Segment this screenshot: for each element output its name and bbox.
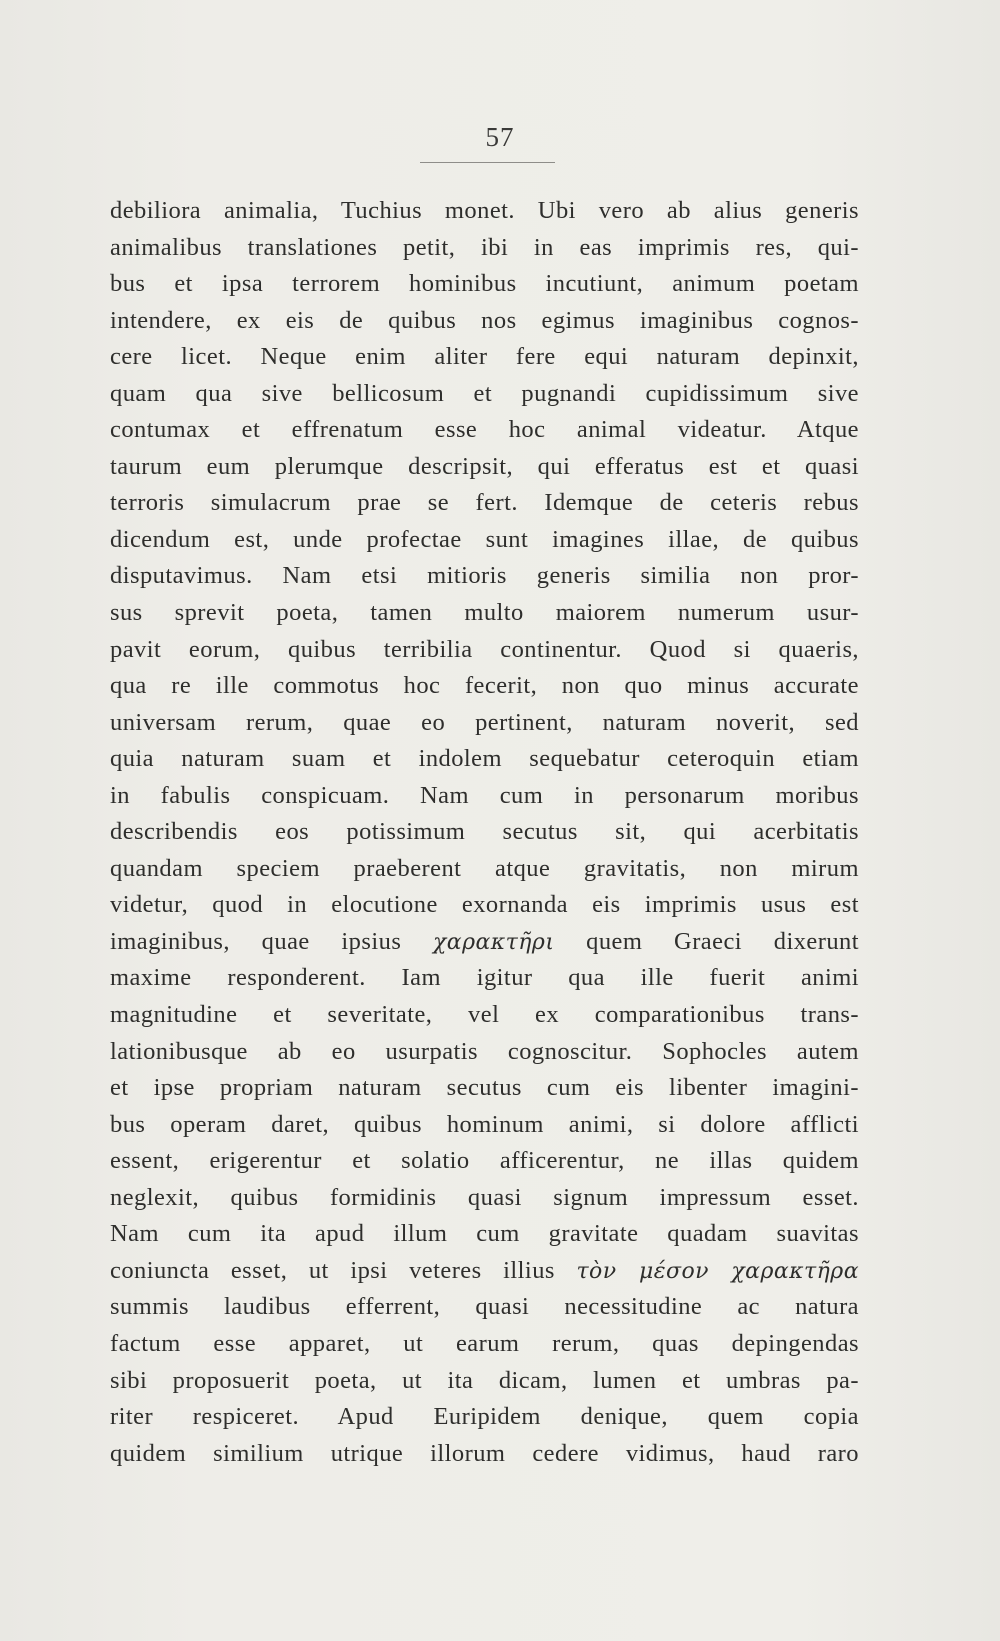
- text-line: quidem similium utrique illorum cedere vidimus, haud raro: [110, 1439, 859, 1467]
- text-segment: imaginibus, quae ipsius: [110, 927, 434, 955]
- text-line: describendis eos potissimum secutus sit, qui acerbitatis: [110, 818, 859, 846]
- body-text: [110, 193, 859, 1472]
- text-line: intendere, ex eis de quibus nos egimus imaginibus cognos-: [110, 306, 859, 334]
- text-line: qua re ille commotus hoc fecerit, non quo minus accurate: [110, 672, 859, 700]
- greek-phrase: τὸν μέσον χαρακτῆρα: [576, 1258, 859, 1284]
- text-line: contumax et effrenatum esse hoc animal videatur. Atque: [110, 416, 859, 444]
- text-line: debiliora animalia, Tuchius monet. Ubi vero ab alius generis: [110, 197, 859, 224]
- text-line: bus et ipsa terrorem hominibus incutiunt, animum poetam: [110, 270, 859, 298]
- text-line: riter respiceret. Apud Euripidem denique, quem copia: [110, 1403, 859, 1431]
- text-line: dicendum est, unde profectae sunt imagines illae, de quibus: [110, 525, 859, 553]
- text-line: magnitudine et severitate, vel ex comparationibus trans-: [110, 1001, 859, 1029]
- greek-phrase: χαρακτῆρι: [433, 929, 555, 955]
- text-line: videtur, quod in elocutione exornanda eis imprimis usus est: [110, 891, 859, 919]
- text-line: taurum eum plerumque descripsit, qui efferatus est et quasi: [110, 452, 859, 480]
- text-line: [110, 924, 859, 961]
- text-segment: coniuncta esset, ut ipsi veteres illius: [110, 1256, 577, 1284]
- text-line: summis laudibus efferrent, quasi necessitudine ac natura: [110, 1293, 859, 1321]
- text-line: factum esse apparet, ut earum rerum, quas depingendas: [110, 1329, 859, 1357]
- text-line: bus operam daret, quibus hominum animi, si dolore afflicti: [110, 1110, 859, 1138]
- text-line: universam rerum, quae eo pertinent, naturam noverit, sed: [110, 708, 859, 736]
- text-line: Nam cum ita apud illum cum gravitate quadam suavitas: [110, 1220, 859, 1248]
- text-line: quia naturam suam et indolem sequebatur ceteroquin etiam: [110, 745, 859, 773]
- text-line: essent, erigerentur et solatio afficerentur, ne illas quidem: [110, 1147, 859, 1175]
- page-number: 57: [485, 122, 515, 152]
- text-line: [110, 1253, 859, 1290]
- text-line: neglexit, quibus formidinis quasi signum impressum esset.: [110, 1183, 859, 1211]
- text-line: cere licet. Neque enim aliter fere equi naturam depinxit,: [110, 343, 859, 371]
- text-line: quam qua sive bellicosum et pugnandi cupidissimum sive: [110, 379, 859, 407]
- text-line: sibi proposuerit poeta, ut ita dicam, lumen et umbras pa-: [110, 1366, 859, 1394]
- text-line: in fabulis conspicuam. Nam cum in personarum moribus: [110, 781, 859, 809]
- text-segment: quem Graeci dixerunt: [554, 927, 859, 955]
- text-line: animalibus translationes petit, ibi in eas imprimis res, qui-: [110, 233, 859, 261]
- text-line: disputavimus. Nam etsi mitioris generis similia non pror-: [110, 562, 859, 590]
- header-rule: [420, 162, 555, 163]
- text-line: sus sprevit poeta, tamen multo maiorem numerum usur-: [110, 599, 859, 627]
- text-line: quandam speciem praeberent atque gravitatis, non mirum: [110, 854, 859, 882]
- text-line: terroris simulacrum prae se fert. Idemque de ceteris rebus: [110, 489, 859, 517]
- text-line: pavit eorum, quibus terribilia continentur. Quod si quaeris,: [110, 635, 859, 663]
- text-line: et ipse propriam naturam secutus cum eis libenter imagini-: [110, 1074, 859, 1102]
- text-line: lationibusque ab eo usurpatis cognoscitur. Sophocles autem: [110, 1037, 859, 1065]
- text-line: maxime responderent. Iam igitur qua ille fuerit animi: [110, 964, 859, 992]
